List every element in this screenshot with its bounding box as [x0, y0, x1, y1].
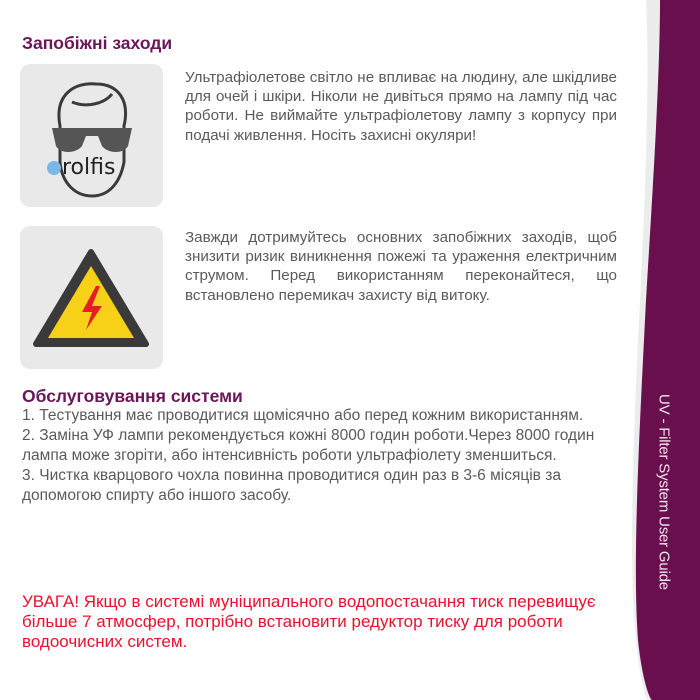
goggles-face-icon [20, 64, 163, 207]
logo-text: rolfis [62, 155, 116, 180]
safety-text-uv: Ультрафіолетове світло не впливає на людину, але шкідливе для очей і шкіри. Ніколи не дивіться прямо на лампу під час роботи. Не виймайте ультрафіолетову лампу з корпусу при подачі живлення. Носіть захисні окуляри! [185, 69, 617, 144]
maintenance-heading: Обслуговування системи [22, 386, 243, 406]
high-voltage-warning-icon [20, 226, 163, 369]
safety-text-electric: Завжди дотримуйтесь основних запобіжних заходів, щоб знизити ризик виникнення пожежі та ураження електричним струмом. Перед використанням переконайтеся, що встановлено перемикач захисту від витоку. [185, 229, 617, 304]
maintenance-item: 3. Чистка кварцового чохла повинна проводитися один раз в 3-6 місяців за допомогою спирту або іншого засобу. [22, 467, 561, 504]
safety-heading: Запобіжні заходи [22, 33, 173, 53]
pressure-warning: УВАГА! Якщо в системі муніципального водопостачання тиск перевищує більше 7 атмосфер, потрібно встановити редуктор тиску для роботи водоочисних систем. [22, 592, 596, 651]
maintenance-item: 1. Тестування має проводитися щомісячно або перед кожним використанням. [22, 407, 584, 424]
sidebar-title: UV - Filter System User Guide [655, 394, 673, 590]
maintenance-list [22, 406, 602, 506]
maintenance-item: 2. Заміна УФ лампи рекомендується кожні 8000 годин роботи.Через 8000 годин лампа може згоріти, або інтенсивність роботи ультрафіолету зменшиться. [22, 427, 595, 464]
